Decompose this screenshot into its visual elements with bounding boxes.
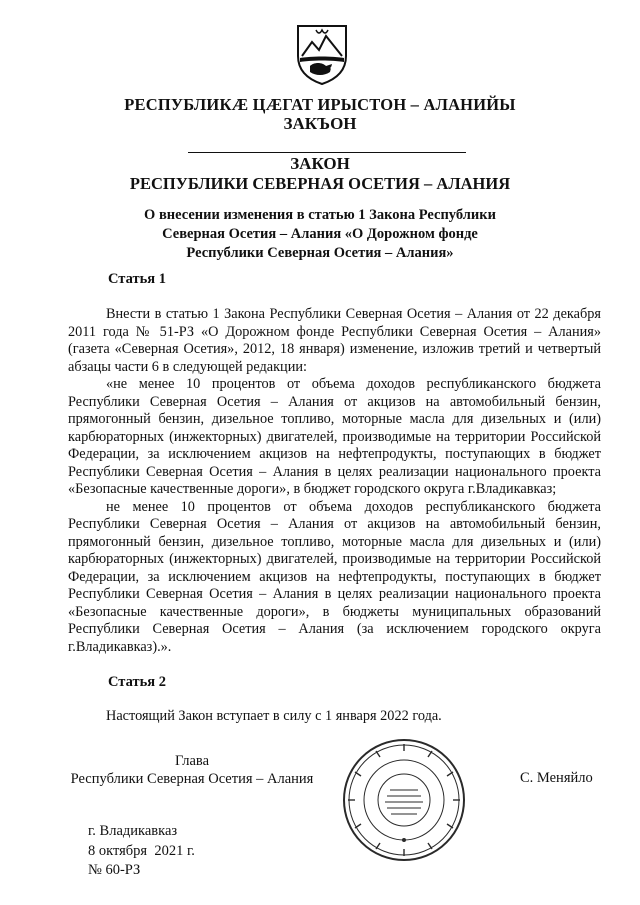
article-2-body [68, 708, 601, 726]
republic-heading: РЕСПУБЛИКИ СЕВЕРНАЯ ОСЕТИЯ – АЛАНИЯ [129, 174, 511, 193]
article-1-paragraph: не менее 10 процентов от объема доходов республиканского бюджета Республики Северная Осетия – Алания от акцизов на автомобильный бензин, прямогонный бензин, дизельное топливо, моторные масла для дизельных и (или) карбюраторных (инжекторных) двигателей, производимые на территории Российской Федерации, за исключением акцизов на нефтепродукты, поступающих в бюджет Республики Северная Осетия – Алания в целях реализации национального проекта «Безопасные качественные дороги», в бюджеты муниципальных образований Республики Северная Осетия – Алания (за исключением городского округа г.Владикавказ).». [68, 498, 601, 655]
official-seal-icon [341, 737, 467, 863]
article-2-paragraph: Настоящий Закон вступает в силу с 1 января 2022 года. [106, 708, 442, 724]
signatory-name: С. Меняйло [520, 770, 593, 786]
law-title-line: Северная Осетия – Алания «О Дорожном фонде [162, 226, 478, 242]
article-1-heading: Статья 1 [108, 271, 166, 287]
date: 8 октября 2021 г. [88, 842, 195, 859]
signatory-title-line: Глава [174, 753, 210, 769]
coat-of-arms-icon [292, 22, 352, 86]
ossetian-republic-heading: РЕСПУБЛИКӔ ЦӔГАТ ИРЫСТОН – АЛАНИЙЫ [124, 95, 516, 114]
law-heading: ЗАКОН [290, 154, 350, 173]
law-number: № 60-РЗ [88, 862, 141, 878]
city: г. Владикавказ [88, 823, 178, 839]
law-title-line: Республики Северная Осетия – Алания» [186, 245, 454, 261]
law-title-line: О внесении изменения в статью 1 Закона Республики [144, 207, 496, 223]
article-1-paragraph: «не менее 10 процентов от объема доходов республиканского бюджета Республики Северная Осетия – Алания от акцизов на автомобильный бензин, прямогонный бензин, дизельное топливо, моторные масла для дизельных и (или) карбюраторных (инжекторных) двигателей, производимые на территории Российской Федерации, за исключением акцизов на нефтепродукты, поступающих в бюджет Республики Северная Осетия – Алания в целях реализации национального проекта «Безопасные качественные дороги», в бюджет городского округа г.Владикавказ; [68, 376, 601, 497]
article-1-body [68, 306, 601, 656]
document-footer [88, 822, 195, 881]
header-divider [188, 152, 466, 153]
signatory-title [68, 752, 316, 788]
article-1-paragraph: Внести в статью 1 Закона Республики Северная Осетия – Алания от 22 декабря 2011 года № 51-РЗ «О Дорожном фонде Республики Северная Осетия – Алания» (газета «Северная Осетия», 2012, 18 января) изменение, изложив третий и четвертый абзацы части 6 в следующей редакции: [68, 306, 601, 375]
ossetian-law-heading: ЗАКЪОН [283, 114, 357, 133]
article-2-heading: Статья 2 [108, 674, 166, 690]
signatory-title-line: Республики Северная Осетия – Алания [70, 771, 314, 787]
law-title [0, 206, 640, 263]
